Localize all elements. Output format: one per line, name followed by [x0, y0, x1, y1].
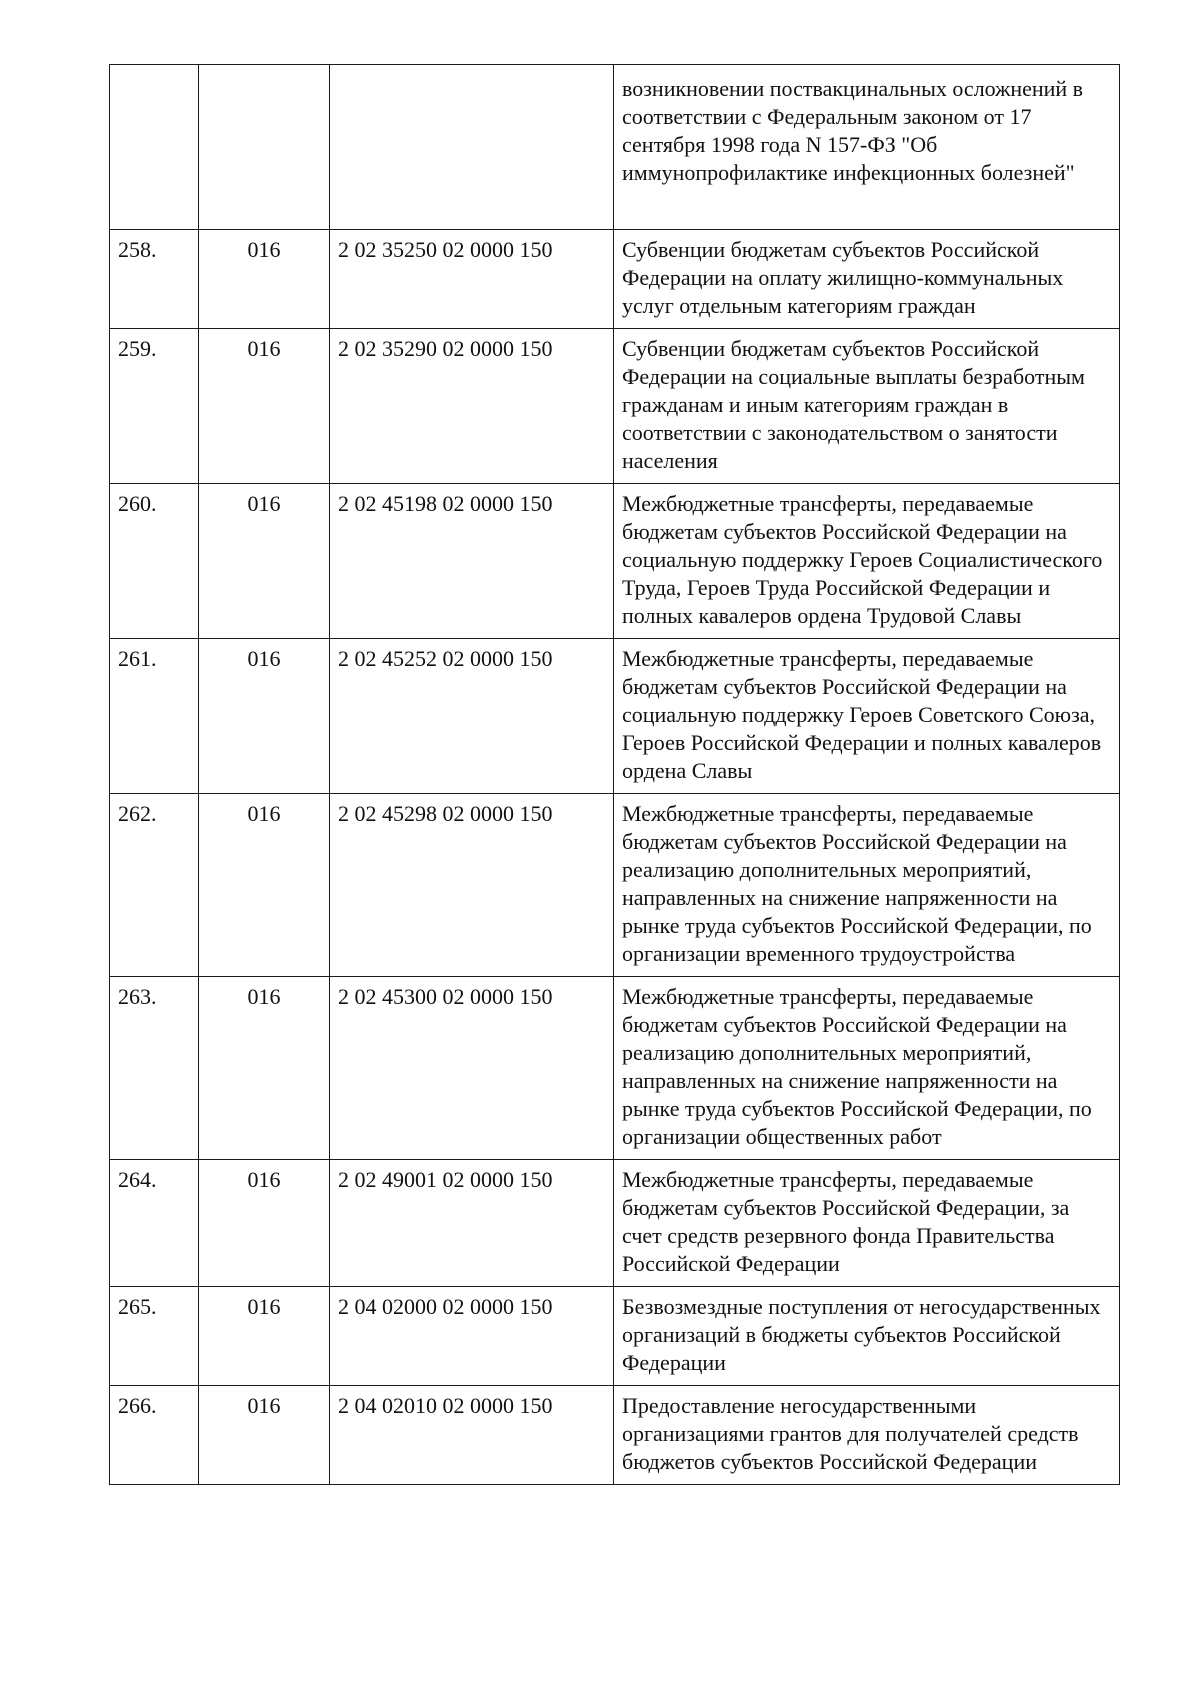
table-row: [110, 230, 1120, 329]
revenue-name-cell: Межбюджетные трансферты, передаваемые бюджетам субъектов Российской Федерации на социальную поддержку Героев Советского Союза, Героев Российской Федерации и полных кавалеров ордена Славы: [614, 639, 1120, 794]
table-row: [110, 639, 1120, 794]
table-body: [110, 65, 1120, 1485]
row-number-cell: 264.: [110, 1160, 199, 1287]
table-row: [110, 1287, 1120, 1386]
table-row: [110, 794, 1120, 977]
row-number-cell: 259.: [110, 329, 199, 484]
budget-code-cell: 2 02 45252 02 0000 150: [330, 639, 614, 794]
admin-code-cell: 016: [199, 794, 330, 977]
budget-code-cell: 2 02 35290 02 0000 150: [330, 329, 614, 484]
budget-revenue-table: [109, 64, 1120, 1485]
revenue-name-cell: Межбюджетные трансферты, передаваемые бюджетам субъектов Российской Федерации на реализацию дополнительных мероприятий, направленных на снижение напряженности на рынке труда субъектов Российской Федерации, по организации общественных работ: [614, 977, 1120, 1160]
admin-code-cell: 016: [199, 329, 330, 484]
table-row: [110, 1386, 1120, 1485]
row-number-cell: 266.: [110, 1386, 199, 1485]
budget-code-cell: 2 02 45298 02 0000 150: [330, 794, 614, 977]
admin-code-cell: 016: [199, 1386, 330, 1485]
admin-code-cell: 016: [199, 1160, 330, 1287]
table-row: [110, 1160, 1120, 1287]
table-row: [110, 977, 1120, 1160]
revenue-name-cell: возникновении поствакцинальных осложнений в соответствии с Федеральным законом от 17 сентября 1998 года N 157-ФЗ "Об иммунопрофилактике инфекционных болезней": [614, 65, 1120, 230]
budget-code-cell: 2 02 35250 02 0000 150: [330, 230, 614, 329]
admin-code-cell: 016: [199, 1287, 330, 1386]
revenue-name-cell: Предоставление негосударственными организациями грантов для получателей средств бюджетов субъектов Российской Федерации: [614, 1386, 1120, 1485]
row-number-cell: 261.: [110, 639, 199, 794]
revenue-name-cell: Субвенции бюджетам субъектов Российской Федерации на оплату жилищно-коммунальных услуг отдельным категориям граждан: [614, 230, 1120, 329]
revenue-name-cell: Субвенции бюджетам субъектов Российской Федерации на социальные выплаты безработным гражданам и иным категориям граждан в соответствии с законодательством о занятости населения: [614, 329, 1120, 484]
row-number-cell: 258.: [110, 230, 199, 329]
revenue-name-cell: Безвозмездные поступления от негосударственных организаций в бюджеты субъектов Российской Федерации: [614, 1287, 1120, 1386]
admin-code-cell: 016: [199, 230, 330, 329]
budget-code-cell: 2 04 02000 02 0000 150: [330, 1287, 614, 1386]
budget-code-cell: 2 02 45300 02 0000 150: [330, 977, 614, 1160]
admin-code-cell: 016: [199, 639, 330, 794]
budget-code-cell: 2 04 02010 02 0000 150: [330, 1386, 614, 1485]
row-number-cell: 263.: [110, 977, 199, 1160]
budget-code-cell: 2 02 49001 02 0000 150: [330, 1160, 614, 1287]
table-row: [110, 329, 1120, 484]
revenue-name-cell: Межбюджетные трансферты, передаваемые бюджетам субъектов Российской Федерации на социальную поддержку Героев Социалистического Труда, Героев Труда Российской Федерации и полных кавалеров ордена Трудовой Славы: [614, 484, 1120, 639]
table-row: [110, 484, 1120, 639]
admin-code-cell: 016: [199, 484, 330, 639]
admin-code-cell: 016: [199, 977, 330, 1160]
row-number-cell: 260.: [110, 484, 199, 639]
budget-code-cell: [330, 65, 614, 230]
budget-code-cell: 2 02 45198 02 0000 150: [330, 484, 614, 639]
row-number-cell: 262.: [110, 794, 199, 977]
revenue-name-cell: Межбюджетные трансферты, передаваемые бюджетам субъектов Российской Федерации на реализацию дополнительных мероприятий, направленных на снижение напряженности на рынке труда субъектов Российской Федерации, по организации временного трудоустройства: [614, 794, 1120, 977]
row-number-cell: 265.: [110, 1287, 199, 1386]
admin-code-cell: [199, 65, 330, 230]
table-row-continuation: [110, 65, 1120, 230]
revenue-name-cell: Межбюджетные трансферты, передаваемые бюджетам субъектов Российской Федерации, за счет средств резервного фонда Правительства Российской Федерации: [614, 1160, 1120, 1287]
row-number-cell: [110, 65, 199, 230]
